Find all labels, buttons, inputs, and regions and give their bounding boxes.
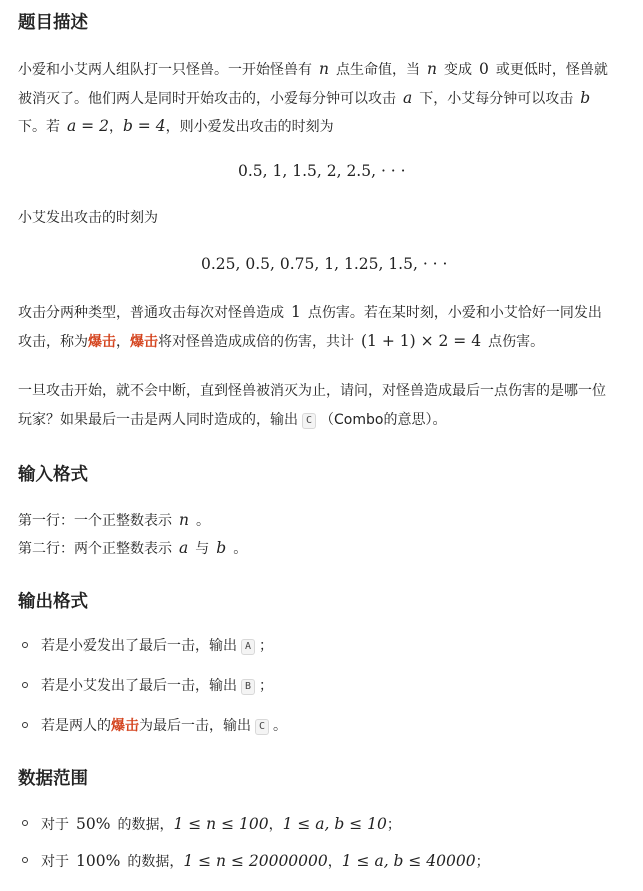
desc-text: （Combo的意思）。 — [320, 412, 447, 428]
desc-text: 下，小艾每分钟可以攻击 — [419, 91, 574, 107]
desc-text: 玩家？如果最后一击是两人同时造成的，输出 — [18, 412, 298, 428]
range-text: ； — [386, 817, 401, 833]
sequence-a: 0.5, 1, 1.5, 2, 2.5, · · · — [238, 162, 406, 180]
math-var-n: n — [426, 60, 437, 78]
bullet-circle-icon — [22, 682, 28, 688]
section-title-input: 输入格式 — [18, 465, 88, 485]
math-var-b: b — [580, 89, 591, 107]
output-text: 若是小艾发出了最后一击，输出 — [41, 678, 237, 694]
range-text: 的数据， — [127, 854, 184, 870]
highlight-critical-hit: 爆击 — [111, 718, 139, 734]
math-constraint-n: 1 ≤ n ≤ 100 — [173, 815, 269, 833]
input-text: 与 — [195, 541, 210, 557]
input-text: 。 — [195, 513, 210, 529]
desc-line-7: 一旦攻击开始，就不会中断，直到怪兽被消灭为止，请问，对怪兽造成最后一点伤害的是哪一位 — [18, 383, 606, 399]
desc-text: ， — [108, 119, 123, 135]
section-title-range: 数据范围 — [18, 769, 88, 789]
desc-text: ，则小爱发出攻击的时刻为 — [165, 119, 334, 135]
inline-code-c: C — [255, 719, 269, 735]
range-text: 对于 — [41, 817, 69, 833]
desc-text: 变成 — [443, 62, 472, 78]
math-var-n: n — [179, 511, 189, 529]
math-zero: 0 — [478, 60, 489, 78]
desc-line-6 — [18, 331, 544, 352]
bullet-circle-icon — [22, 642, 28, 648]
desc-text: 攻击，称为 — [18, 334, 88, 350]
range-text: ， — [327, 854, 342, 870]
input-text: 。 — [233, 541, 248, 557]
range-text: ； — [475, 854, 490, 870]
range-text: ， — [268, 817, 283, 833]
bullet-circle-icon — [22, 857, 28, 863]
bullet-circle-icon — [22, 722, 28, 728]
output-text: 若是小爱发出了最后一击，输出 — [41, 638, 237, 654]
desc-text: ， — [116, 334, 130, 350]
inline-code-c: C — [302, 413, 316, 429]
input-line-1 — [18, 510, 210, 531]
range-item-text — [41, 814, 401, 835]
input-text: 第二行：两个正整数表示 — [18, 541, 172, 557]
input-line-2 — [18, 538, 247, 559]
math-var-a: a — [403, 89, 413, 107]
math-one: 1 — [291, 303, 301, 321]
output-text: 为最后一击，输出 — [139, 718, 251, 734]
inline-code-a: A — [241, 639, 255, 655]
desc-line-2 — [18, 88, 590, 109]
range-text: 对于 — [41, 854, 69, 870]
desc-text: 被消灭了。他们两人是同时开始攻击的，小爱每分钟可以攻击 — [18, 91, 396, 107]
section-title-output: 输出格式 — [18, 592, 88, 612]
output-item-text — [41, 676, 273, 696]
math-var-n: n — [319, 60, 329, 78]
math-var-b: b — [216, 539, 227, 557]
math-constraint-ab: 1 ≤ a, b ≤ 40000 — [341, 852, 476, 870]
output-item-text — [41, 716, 287, 736]
desc-text: 下。若 — [18, 119, 60, 135]
desc-text: 或更低时，怪兽就 — [495, 62, 608, 78]
sequence-b: 0.25, 0.5, 0.75, 1, 1.25, 1.5, · · · — [201, 255, 448, 273]
input-text: 第一行：一个正整数表示 — [18, 513, 172, 529]
inline-code-b: B — [241, 679, 255, 695]
highlight-critical-hit: 爆击 — [88, 334, 116, 350]
math-constraint-n: 1 ≤ n ≤ 20000000 — [183, 852, 328, 870]
desc-text: 点伤害。 — [488, 334, 545, 350]
desc-line-1 — [18, 59, 608, 80]
math-a-equals-2: a = 2 — [67, 117, 109, 135]
desc-text: 小爱和小艾两人组队打一只怪兽。一开始怪兽有 — [18, 62, 312, 78]
math-b-equals-4: b = 4 — [122, 117, 166, 135]
output-item-text — [41, 636, 273, 656]
desc-line-5 — [18, 302, 602, 323]
desc-text: 点伤害。若在某时刻，小爱和小艾恰好一同发出 — [307, 305, 602, 321]
math-percent: 50% — [76, 815, 111, 833]
section-title-description: 题目描述 — [18, 13, 88, 33]
range-text: 的数据， — [117, 817, 174, 833]
bullet-circle-icon — [22, 820, 28, 826]
output-text: ； — [259, 678, 274, 694]
output-text: 若是两人的 — [41, 718, 111, 734]
range-item-text — [41, 851, 490, 872]
math-damage-formula: (1 + 1) × 2 = 4 — [361, 332, 482, 350]
math-percent: 100% — [76, 852, 121, 870]
output-text: ； — [259, 638, 274, 654]
desc-line-4: 小艾发出攻击的时刻为 — [18, 210, 158, 226]
output-text: 。 — [273, 718, 288, 734]
math-var-a: a — [179, 539, 189, 557]
highlight-critical-hit: 爆击 — [130, 334, 158, 350]
desc-text: 点生命值，当 — [335, 62, 420, 78]
desc-line-3 — [18, 116, 334, 137]
math-constraint-ab: 1 ≤ a, b ≤ 10 — [282, 815, 387, 833]
desc-text: 将对怪兽造成成倍的伤害，共计 — [158, 334, 354, 350]
desc-line-8 — [18, 410, 446, 430]
desc-text: 攻击分两种类型，普通攻击每次对怪兽造成 — [18, 305, 284, 321]
